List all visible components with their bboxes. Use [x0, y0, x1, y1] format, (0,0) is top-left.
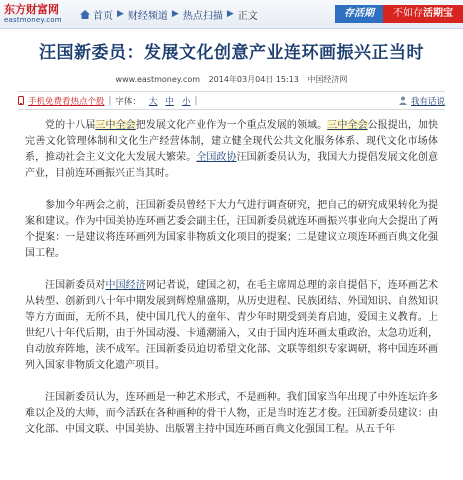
breadcrumb-separator-icon: ▶ [171, 9, 179, 19]
breadcrumb-hotspot[interactable]: 热点扫描 [182, 10, 223, 22]
eastmoney-logo[interactable] [4, 4, 68, 24]
logo-text: 东方财富网 [4, 3, 59, 16]
article-source: 中国经济网 [307, 75, 348, 84]
text-run: 公报提出，加快完善文化管理体制和文化生产经营体制，建立健全现代公共文化服务体系、现代文化市场体系，推动社会主义文化大发展大繁荣。 [25, 120, 439, 163]
huoqibao-ad-button[interactable] [383, 5, 463, 23]
logo-domain: eastmoney.com [4, 16, 62, 24]
font-size-large-button[interactable]: 大 [148, 96, 158, 107]
user-icon [398, 96, 408, 105]
cunqian-ad-button[interactable]: 存活期 [335, 5, 383, 23]
breadcrumb-separator-icon: ▶ [226, 9, 234, 19]
phone-icon [18, 96, 24, 105]
promo-bold: 活期宝 [423, 8, 453, 19]
breadcrumb-finance[interactable]: 财经频道 [127, 10, 168, 22]
paragraph-3 [25, 278, 438, 374]
breadcrumb-separator-icon: ▶ [117, 9, 124, 19]
text-run: 党的十八届 [45, 120, 96, 131]
font-size-label: 字体： [115, 96, 141, 107]
article-title: 汪国新委员：发展文化创意产业连环画振兴正当时 [39, 43, 424, 63]
top-bar [0, 0, 463, 29]
china-economy-link[interactable]: 中国经济 [105, 280, 146, 291]
paragraph-1 [25, 118, 438, 182]
home-icon [80, 10, 90, 19]
publish-datetime: 2014年03月04日 15:13 [208, 75, 299, 84]
toolbar-separator: | [108, 95, 112, 106]
font-size-small-button[interactable]: 小 [181, 96, 191, 107]
text-run: 汪国新委员对 [45, 280, 106, 291]
breadcrumb-current: 正文 [237, 10, 258, 22]
comment-link[interactable] [398, 95, 445, 107]
article-toolbar [18, 92, 445, 110]
paragraph-2: 参加今年两会之前，汪国新委员曾经下大力气进行调查研究，把自己的研究成果转化为提案和建议。作为中国美协连环画艺委会副主任，汪国新委员就连环画振兴事业向大会提出了两个提案：一是建议将连环画列为国家非物质文化项目的提案；二是建议立项连环画百典文化强国工程。 [25, 200, 438, 259]
promo-prefix: 不如存 [393, 8, 423, 19]
paragraph-4: 汪国新委员认为，连环画是一种艺术形式，不是画种。我们国家当年出现了中外连坛许多难以企及的大师，而今活跃在各种画种的骨干人物，正是当时连艺才俊。汪国新委员建议：由文化部、中国文联、中国美协、出版署主持中国连环画百典文化强国工程。从五千年 [25, 392, 438, 435]
toolbar-separator: | [194, 95, 198, 106]
breadcrumb [80, 7, 258, 22]
breadcrumb-home[interactable]: 首页 [93, 10, 113, 22]
comment-link-label: 我有话说 [410, 96, 445, 107]
mobile-hot-stocks-link[interactable]: 手机免费看热点个股 [28, 96, 105, 107]
text-run: 汪国新委员认为，我国大力提倡发展文化创意产业，目前连环画振兴正当其时。 [25, 152, 439, 179]
text-run: 把发展文化产业作为一个重点发展的领域。 [135, 120, 328, 131]
third-plenum-link[interactable]: 三中全会 [327, 120, 368, 131]
article-meta [0, 74, 463, 85]
article-body [25, 118, 438, 438]
text-run: 网记者说，建国之初，在毛主席周总理的亲自提倡下，连环画艺术从转型、创新到八十年中期发展到辉煌鼎盛期，从历史进程、民族团结、外国知识、自然知识等方方面面，无所不具，使中国几代人的童年、青少年时期受到美育启迪，爱国主义教育。上世纪八十年代后期，由于外国动漫、卡通潮涌入，又由于国内连环画太重政治，太急功近利，自动放弃阵地，渎不成军。汪国新委员迫切希望文化部、文联等组织专家调研，将中国连环画列入国家非物质文化遗产项目。 [25, 280, 439, 371]
source-site: www.eastmoney.com [115, 75, 201, 84]
cppcc-link[interactable]: 全国政协 [196, 152, 237, 163]
font-size-medium-button[interactable]: 中 [165, 96, 174, 107]
third-plenum-link[interactable]: 三中全会 [95, 120, 136, 131]
